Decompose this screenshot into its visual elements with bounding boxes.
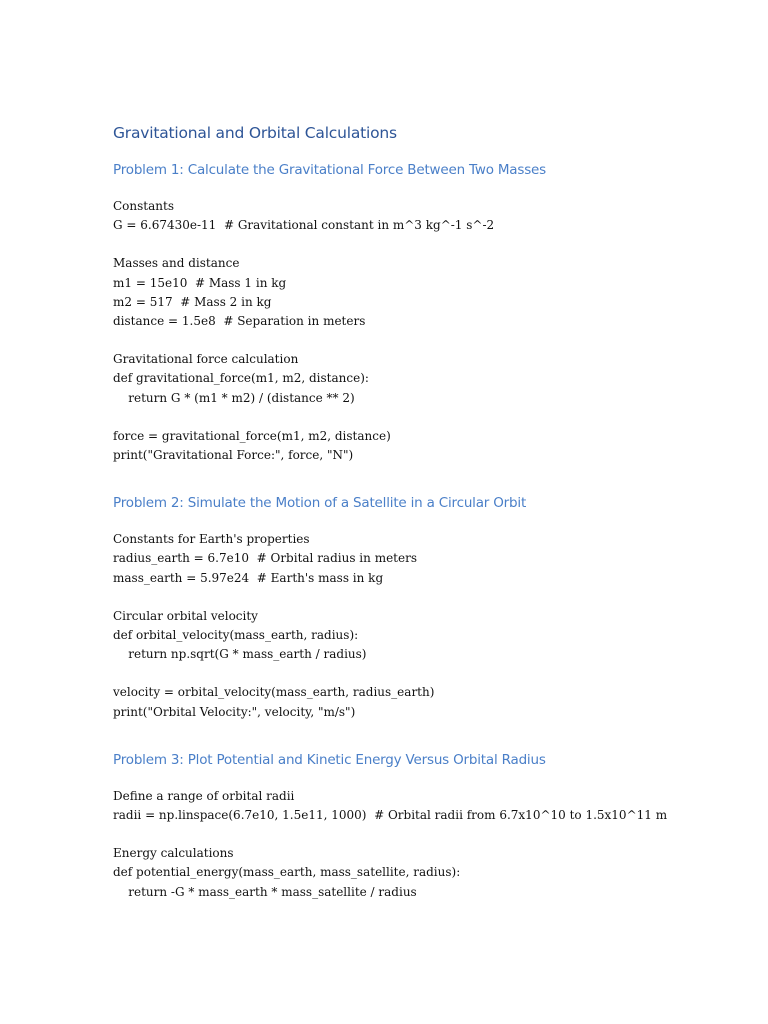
text-block — [113, 787, 733, 825]
code-line: m1 = 15e10 # Mass 1 in kg — [113, 275, 287, 290]
text-block — [113, 197, 733, 235]
code-line: mass_earth = 5.97e24 # Earth's mass in kg — [113, 570, 384, 585]
code-line: force = gravitational_force(m1, m2, distance) — [113, 428, 391, 443]
code-line: radius_earth = 6.7e10 # Orbital radius in meters — [113, 551, 417, 566]
code-line: return np.sqrt(G * mass_earth / radius) — [113, 647, 367, 662]
code-line: G = 6.67430e-11 # Gravitational constant in m^3 kg^-1 s^-2 — [113, 218, 495, 233]
text-block — [113, 607, 733, 665]
section-problem-3 — [113, 752, 733, 902]
text-block — [113, 427, 733, 465]
code-line: print("Orbital Velocity:", velocity, "m/s") — [113, 704, 356, 719]
text-line: Constants — [113, 199, 174, 213]
section-heading: Problem 1: Calculate the Gravitational Force Between Two Masses — [113, 162, 546, 178]
section-problem-1 — [113, 162, 733, 465]
text-line: Gravitational force calculation — [113, 352, 299, 367]
code-line: return -G * mass_earth * mass_satellite / radius — [113, 884, 417, 899]
document-title: Gravitational and Orbital Calculations — [113, 124, 397, 142]
text-block — [113, 530, 733, 588]
code-line: def potential_energy(mass_earth, mass_satellite, radius): — [113, 865, 461, 880]
text-line: Energy calculations — [113, 846, 234, 861]
text-block — [113, 844, 733, 902]
document-content — [113, 124, 733, 902]
code-line: radii = np.linspace(6.7e10, 1.5e11, 1000) # Orbital radii from 6.7x10^10 to 1.5x10^11 m — [113, 808, 668, 823]
code-line: print("Gravitational Force:", force, "N") — [113, 448, 354, 463]
code-line: def gravitational_force(m1, m2, distance): — [113, 371, 369, 386]
code-line: distance = 1.5e8 # Separation in meters — [113, 314, 366, 329]
section-heading: Problem 3: Plot Potential and Kinetic Energy Versus Orbital Radius — [113, 751, 546, 768]
section-heading: Problem 2: Simulate the Motion of a Satellite in a Circular Orbit — [113, 495, 527, 512]
text-line: Circular orbital velocity — [113, 608, 258, 623]
text-block — [113, 350, 733, 408]
text-line: Constants for Earth's properties — [113, 532, 310, 547]
code-line: m2 = 517 # Mass 2 in kg — [113, 294, 272, 309]
section-problem-2 — [113, 495, 733, 722]
text-line: Define a range of orbital radii — [113, 788, 295, 803]
text-block — [113, 254, 733, 331]
code-line: velocity = orbital_velocity(mass_earth, radius_earth) — [113, 685, 435, 700]
code-line: def orbital_velocity(mass_earth, radius): — [113, 628, 359, 643]
text-line: Masses and distance — [113, 256, 240, 271]
text-block — [113, 683, 733, 721]
code-line: return G * (m1 * m2) / (distance ** 2) — [113, 390, 355, 405]
